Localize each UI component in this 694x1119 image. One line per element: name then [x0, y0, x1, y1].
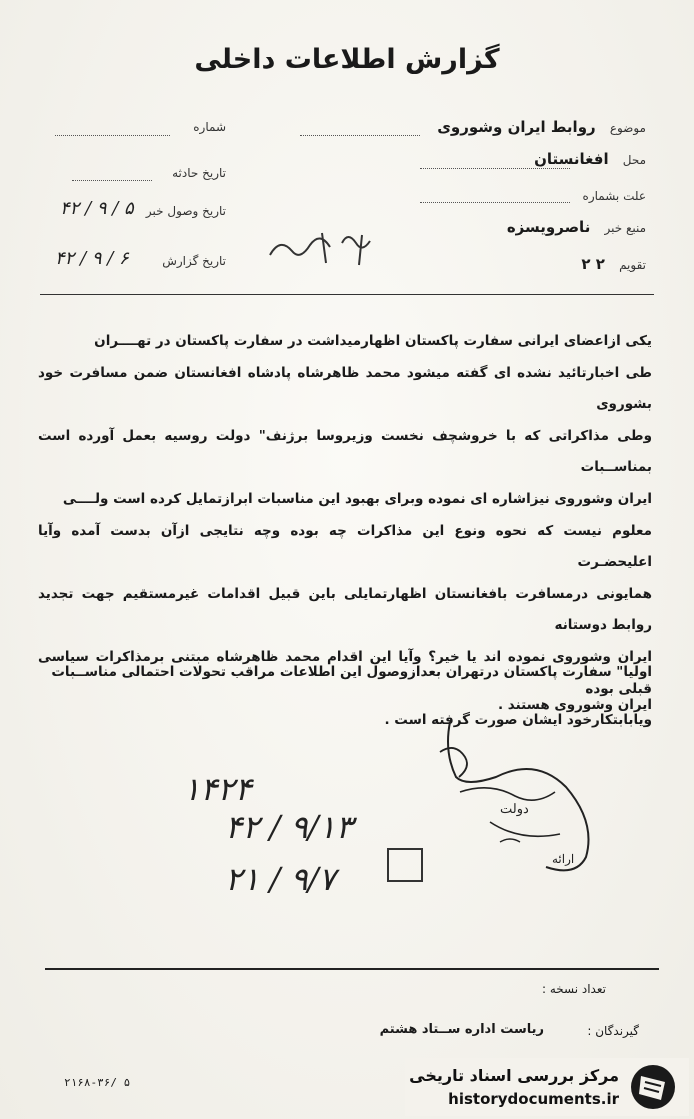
- field-location: [534, 150, 646, 168]
- field-received-date-label: تاریخ وصول خبر: [145, 204, 226, 218]
- footer-divider: [45, 968, 659, 970]
- signature-drawing: [430, 712, 620, 882]
- field-incident-date-label: تاریخ حادثه: [172, 166, 226, 180]
- copies-label: تعداد نسخه :: [541, 982, 606, 996]
- field-rating-value: ۲ ۲: [581, 255, 605, 273]
- handwritten-scribble: [262, 225, 392, 275]
- body-line: ایران وشوروی نیزاشاره ای نموده وبرای بهبود این مناسبات ابرازتمایل کرده است ولــــی: [62, 490, 652, 507]
- dotted-line: [420, 168, 570, 169]
- field-location-value: افغانستان: [534, 150, 609, 168]
- field-source-value: ناصرویسزه: [506, 218, 591, 236]
- watermark-logo-icon: [627, 1062, 679, 1112]
- field-reference: [573, 186, 646, 204]
- field-received-date: [146, 204, 226, 219]
- body-line: طی اخبارتائید نشده ای گفته میشود محمد ظاهرشاه پادشاه افغانستان ضمن مسافرت خود بشوروی: [38, 364, 652, 413]
- recipient-value: ریاست اداره ســتاد هشتم: [379, 1022, 544, 1037]
- report-date-handwritten: ۶ / ۹ / ۴۲: [55, 248, 129, 269]
- body-line: وطی مذاکراتی که با خروشچف نخست وزیروسا برژنف" دولت روسیه بعمل آورده است بمناســبات: [38, 427, 652, 476]
- field-subject-value: روابط ایران وشوروی: [437, 118, 596, 136]
- margin-handwriting-2: ۹/۱۳ / ۴۲: [225, 808, 353, 846]
- header-divider: [40, 294, 654, 295]
- dotted-line: [72, 180, 152, 181]
- field-source-label: منبع خبر: [604, 221, 646, 235]
- body-line: یکی ازاعضای ایرانی سفارت پاکستان اظهارمیداشت در سفارت پاکستان در تهــــران: [94, 333, 652, 349]
- field-reference-label: علت بشماره: [582, 189, 646, 203]
- recipients-label: گیرندگان :: [587, 1024, 639, 1038]
- dotted-line: [420, 202, 570, 203]
- stamp-box: [387, 848, 423, 882]
- signature-note-2: ارائه: [552, 852, 575, 866]
- received-date-handwritten: ۵ / ۹ / ۴۲: [60, 198, 134, 219]
- watermark-title: مرکز بررسی اسناد تاریخی: [409, 1066, 619, 1085]
- field-source: [507, 218, 646, 236]
- body-line: ویابابتکارخود ایشان صورت گرفته است .: [384, 712, 652, 729]
- dotted-line: [300, 135, 420, 136]
- body-line: اولیا" سفارت پاکستان درتهران بعدازوصول این اطلاعات مراقب تحولات احتمالی مناســبات: [51, 664, 652, 680]
- signature-note: دولت: [500, 802, 529, 817]
- body-line: ایران وشوروی هستند .: [497, 697, 652, 713]
- body-line: همایونی درمسافرت بافغانستان اظهارتمایلی باین قبیل اقدامات غیرمستقیم جهت تجدید روابط دوستانه: [38, 585, 652, 634]
- body-line: ایران وشوروی نموده اند یا خیر؟ وآیا این اقدام محمد ظاهرشاه مبتنی برمذاکرات سیاسی قبلی بوده: [38, 648, 652, 697]
- field-report-date: [162, 254, 226, 269]
- field-number: [193, 120, 226, 135]
- field-rating: [581, 255, 646, 273]
- document-title: گزارش اطلاعات داخلی: [194, 44, 500, 75]
- field-location-label: محل: [622, 153, 646, 167]
- dotted-line: [55, 135, 170, 136]
- document-number: ۲۱۶۸-۳۶/ ۵: [64, 1076, 131, 1089]
- field-subject: [437, 118, 646, 136]
- field-incident-date: [172, 166, 226, 181]
- margin-handwriting-1: ۱۴۲۴: [183, 770, 252, 808]
- watermark-url: historydocuments.ir: [448, 1090, 619, 1108]
- field-number-label: شماره: [193, 120, 226, 134]
- body-line: معلوم نیست که نحوه ونوع این مذاکرات چه بوده وچه نتایجی ازآن بدست آمده وآیا اعلیحضـرت: [38, 522, 652, 571]
- field-subject-label: موضوع: [609, 121, 646, 135]
- margin-handwriting-3: ۹/۷ / ۲۱: [225, 860, 336, 898]
- watermark: [405, 1058, 689, 1116]
- field-report-date-label: تاریخ گزارش: [162, 254, 226, 268]
- field-rating-label: تقویم: [619, 258, 646, 272]
